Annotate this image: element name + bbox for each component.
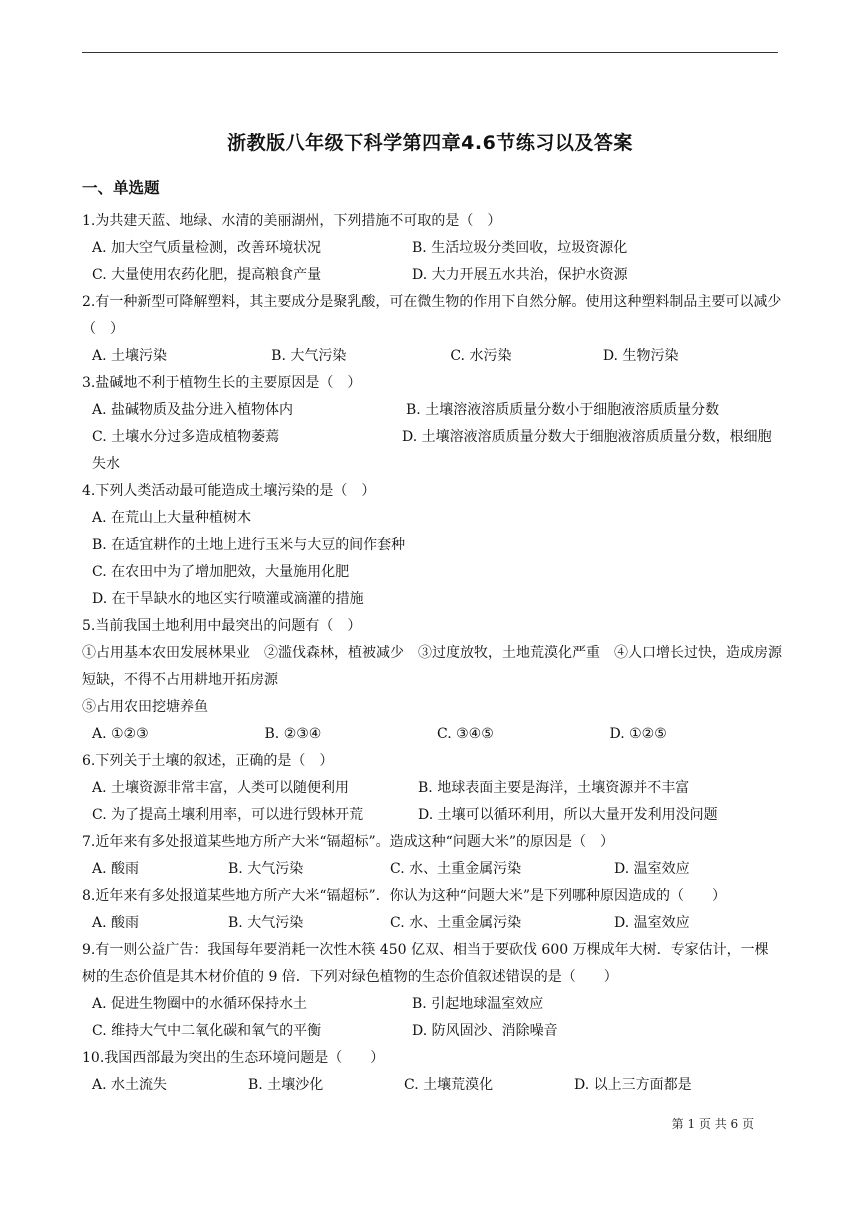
option-d[interactable]: D. 防风固沙、消除噪音: [412, 1023, 558, 1039]
question-stem: 6.下列关于土壤的叙述，正确的是（ ）: [82, 753, 334, 769]
question-stem: 4.下列人类活动最可能造成土壤污染的是（ ）: [82, 483, 376, 499]
option-a[interactable]: A. 酸雨: [92, 861, 140, 877]
option-row: [82, 424, 782, 478]
option-row: [82, 910, 782, 937]
option-d[interactable]: D. 大力开展五水共治，保护水资源: [412, 267, 628, 283]
option-c[interactable]: C. 土壤水分过多造成植物萎蔫: [92, 429, 280, 445]
question-stem: 2.有一种新型可降解塑料，其主要成分是聚乳酸，可在微生物的作用下自然分解。使用这种塑料制品主要可以减少（ ）: [82, 294, 782, 337]
option-a[interactable]: A. 土壤资源非常丰富，人类可以随便利用: [92, 780, 350, 796]
option-row: [82, 262, 782, 289]
option-c[interactable]: C. 土壤荒漠化: [404, 1077, 494, 1093]
option-row: [82, 1072, 782, 1099]
option-c[interactable]: C. 为了提高土壤利用率，可以进行毁林开荒: [92, 807, 364, 823]
question-stem: 3.盐碱地不利于植物生长的主要原因是（ ）: [82, 375, 362, 391]
option-row: [82, 721, 782, 748]
option-c[interactable]: C. 水、土重金属污染: [390, 915, 522, 931]
question-stem: 1.为共建天蓝、地绿、水清的美丽湖州，下列措施不可取的是（ ）: [82, 213, 502, 229]
option-c[interactable]: C. 大量使用农药化肥，提高粮食产量: [92, 267, 322, 283]
option-a[interactable]: A. 土壤污染: [92, 348, 168, 364]
option-row: [82, 856, 782, 883]
option-a[interactable]: A. 酸雨: [92, 915, 140, 931]
option-b[interactable]: B. 土壤溶液溶质质量分数小于细胞液溶质质量分数: [406, 402, 720, 418]
option-a[interactable]: A. 水土流失: [92, 1077, 168, 1093]
question-stem: 10.我国西部最为突出的生态环境问题是（ ）: [82, 1050, 385, 1066]
statement-list-continued: ⑤占用农田挖塘养鱼: [82, 699, 208, 715]
option-d[interactable]: D. 土壤溶液溶质质量分数大于细胞液溶质质量分数，根细胞失水: [92, 429, 772, 472]
option-row: [82, 1018, 782, 1045]
option-d[interactable]: D. ①②⑤: [609, 726, 667, 742]
option-a[interactable]: A. 在荒山上大量种植树木: [92, 510, 252, 526]
statement-list: ①占用基本农田发展林果业 ②滥伐森林，植被减少 ③过度放牧，土地荒漠化严重 ④人口增长过快，造成房源短缺，不得不占用耕地开拓房源: [82, 645, 782, 688]
option-b[interactable]: B. 大气污染: [228, 861, 304, 877]
option-c[interactable]: C. ③④⑤: [437, 726, 494, 742]
option-d[interactable]: D. 温室效应: [614, 915, 690, 931]
option-b[interactable]: B. 大气污染: [228, 915, 304, 931]
option-d[interactable]: D. 在干旱缺水的地区实行喷灌或滴灌的措施: [92, 591, 364, 607]
option-a[interactable]: A. 促进生物圈中的水循环保持水土: [92, 996, 308, 1012]
option-row: [82, 397, 782, 424]
question-stem: 5.当前我国土地利用中最突出的问题有（ ）: [82, 618, 362, 634]
question-list: [82, 208, 782, 1099]
option-c[interactable]: C. 在农田中为了增加肥效，大量施用化肥: [92, 564, 350, 580]
option-row: [82, 775, 782, 802]
option-b[interactable]: B. ②③④: [264, 726, 322, 742]
option-d[interactable]: D. 生物污染: [602, 348, 679, 364]
option-b[interactable]: B. 在适宜耕作的土地上进行玉米与大豆的间作套种: [92, 537, 406, 553]
option-b[interactable]: B. 引起地球温室效应: [412, 996, 544, 1012]
option-row: [82, 343, 782, 370]
question-stem: 9.有一则公益广告：我国每年要消耗一次性木筷 450 亿双、相当于要砍伐 600 万棵成年大树．专家估计，一棵树的生态价值是其木材价值的 9 倍．下列对绿色植物的生态价值叙述错误的是（ ）: [82, 942, 769, 985]
option-row: [82, 235, 782, 262]
option-a[interactable]: A. 加大空气质量检测，改善环境状况: [92, 240, 322, 256]
section-heading: 一、单选题: [82, 179, 160, 197]
option-d[interactable]: D. 土壤可以循环利用，所以大量开发利用没问题: [418, 807, 718, 823]
option-row: [82, 802, 782, 829]
option-d[interactable]: D. 温室效应: [614, 861, 690, 877]
header-rule: [82, 52, 778, 53]
option-c[interactable]: C. 水污染: [450, 348, 512, 364]
question-stem: 8.近年来有多处报道某些地方所产大米“镉超标”．你认为这种“问题大米”是下列哪种原因造成的（ ）: [82, 888, 726, 904]
option-b[interactable]: B. 生活垃圾分类回收，垃圾资源化: [412, 240, 628, 256]
option-b[interactable]: B. 地球表面主要是海洋，土壤资源并不丰富: [418, 780, 690, 796]
option-c[interactable]: C. 水、土重金属污染: [390, 861, 522, 877]
option-b[interactable]: B. 土壤沙化: [248, 1077, 324, 1093]
option-c[interactable]: C. 维持大气中二氧化碳和氧气的平衡: [92, 1023, 322, 1039]
document-title: 浙教版八年级下科学第四章4.6节练习以及答案: [227, 132, 633, 154]
option-a[interactable]: A. 盐碱物质及盐分进入植物体内: [92, 402, 294, 418]
option-d[interactable]: D. 以上三方面都是: [574, 1077, 692, 1093]
option-b[interactable]: B. 大气污染: [271, 348, 347, 364]
option-row: [82, 991, 782, 1018]
option-a[interactable]: A. ①②③: [92, 726, 149, 742]
page-number: 第 1 页 共 6 页: [671, 1117, 754, 1131]
question-stem: 7.近年来有多处报道某些地方所产大米“镉超标”。造成这种“问题大米”的原因是（ ）: [82, 834, 614, 850]
